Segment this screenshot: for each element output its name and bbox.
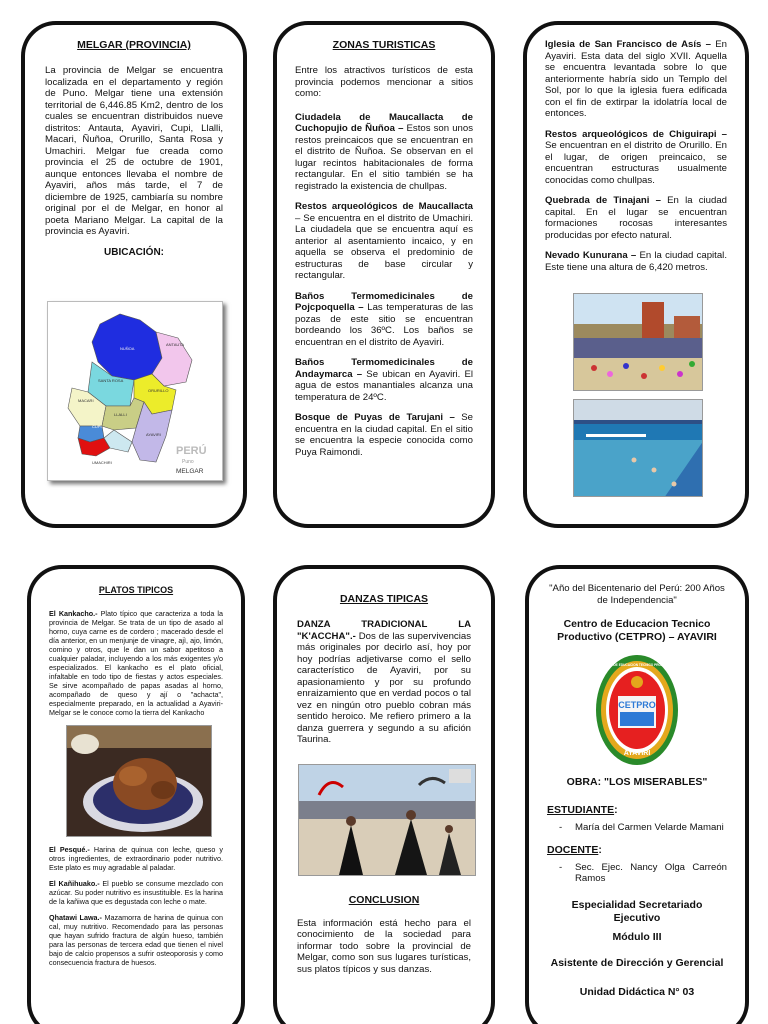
tourist-item-desc: En la ciudad capital. Este tiene una altura de 6,420 metros. [545, 250, 727, 273]
panel2-title: ZONAS TURISTICAS [332, 39, 436, 51]
map-label: LLALLI [114, 412, 127, 417]
student-entry: - María del Carmen Velarde Mamani [559, 822, 724, 834]
map-label: ORURILLO [148, 388, 169, 393]
tourist-item-desc: Se encuentra en la ciudad capital. En el sitio se encuentra la especie conocida como Puya Raimondi. [295, 412, 473, 458]
student-label: ESTUDIANTE [547, 804, 615, 817]
tourist-item-desc: – Se encuentra en el distrito de Umachiri. La ciudadela que se encuentra aquí es anterior al asentamiento incaico, y en aquella se observa el predominio de estructuras de base circular y rectangular. [295, 212, 473, 281]
student-heading [547, 804, 727, 816]
dish-desc: El pueblo se consume mezclado con azúcar. Su poder nutritivo es insustituible. Es la harina de la kañiwa que es degustada con leche o mate. [49, 879, 224, 906]
thermal-baths-graphic [574, 400, 703, 497]
tourist-item-desc: Estos son unos restos preincaicos que se encuentran en el distrito de Ñuñoa. Se observan en el lugar recintos habitacionales de forma rectangular. En el sitio también se ha registrado la existencia de chullpas. [295, 123, 473, 192]
map-label: MACARI [78, 398, 94, 403]
tourist-item-name: Iglesia de San Francisco de Asís – [545, 39, 711, 50]
map-province-label: MELGAR [176, 468, 204, 475]
panel-platos-tipicos [28, 566, 244, 1024]
panel-danzas-tipicas [274, 566, 494, 1024]
student-colon: : [614, 804, 618, 817]
kankacho-graphic [67, 726, 212, 837]
ubicacion-label: UBICACIÓN: [104, 246, 164, 258]
kankacho-photo [66, 725, 212, 837]
tourist-item [295, 112, 473, 193]
obra-title: OBRA: "LOS MISERABLES" [566, 776, 708, 789]
tourist-item-desc: En la ciudad capital. En el lugar se encuentran formaciones rocosas interesantes producidas por efecto natural. [545, 195, 728, 241]
tourist-item [545, 195, 727, 241]
specialty: Especialidad Secretariado Ejecutivo [571, 898, 703, 924]
panel2-intro: Entre los atractivos turísticos de esta provincia podemos mencionar a sitios como: [295, 65, 473, 99]
tourist-item [295, 291, 473, 349]
map-graphic [48, 302, 224, 482]
map-label: CUPI [92, 424, 102, 429]
dish-name: El Kañihuako.- [49, 879, 100, 888]
cetpro-logo-graphic [594, 652, 680, 768]
melgar-map [47, 301, 223, 481]
dish-name: Qhatawi Lawa.- [49, 913, 102, 922]
tourist-item [545, 250, 727, 273]
tourist-item-desc: Se ubican en Ayaviri. El agua de estos manantiales alcanza una temperatura de 24ºC. [295, 368, 473, 403]
student-name: María del Carmen Velarde Mamani [575, 822, 724, 834]
conclusion-title: CONCLUSION [348, 893, 420, 906]
panel5-title: DANZAS TIPICAS [339, 593, 429, 605]
dish-desc: Mazamorra de harina de quinua con cal, muy nutritivo. Recomendado para las personas que hayan sufrido fractura de algún hueso, también para las personas de tercera edad que tienen el nivel bajo de calcio propensos a sufrir osteoporosis y como consecuencia fractura de huesos. [49, 913, 223, 967]
tourist-item-name: Ciudadela de Maucallacta de Cuchopujio de Ñuñoa – [295, 111, 473, 134]
tourist-item-name: Quebrada de Tinajani – [545, 195, 661, 206]
festival-photo-graphic [574, 294, 703, 391]
teacher-entry: - Sec. Ejec. Nancy Olga Carreón Ramos [559, 861, 727, 885]
teacher-name: Sec. Ejec. Nancy Olga Carreón Ramos [575, 861, 727, 885]
institution-name: Centro de Educacion Tecnico Productivo (CETPRO) – AYAVIRI [557, 618, 717, 644]
tourist-item-desc: Las temperaturas de las pozas de este sitio se encuentran bordeando los 36ºC. Los baños se encuentran en el distrito de Ayaviri. [295, 302, 473, 348]
logo-bottom-text: AYAVIRI [623, 750, 651, 758]
dish-desc: Plato típico que caracteriza a toda la provincia de Melgar. Se trata de un tipo de asado al horno, cuya carne es de cordero ; macerado desde el día anterior, en un menjunje de vinagre, ajì, ajo, limón, comino y otros, que le dan un sabor apetitoso a cualquier paladar, incluyendo a los más exigentes y/o especializados. El kankacho es el plato oficial, infaltable en todo tipo de fiestas y actos especiales. Se sirve acompañado de papas asadas al horno, acompañado de queso y ají o "achacta", especialmente preparado, en la actualidad a Ayaviri-Melgar se le conoce como la tierra del Kankacho [49, 609, 224, 717]
map-label: UMACHIRI [92, 460, 112, 465]
map-region-label: Puno [182, 459, 194, 465]
tourist-item-desc: Se encuentran en el distrito de Orurillo. En el lugar, de origen preincaico, se encuentran estructuras usualmente conocidas como chullpas. [545, 140, 727, 186]
tourist-item [295, 357, 473, 403]
tourist-item-name: Restos arqueológicos de Chiguirapi – [545, 128, 727, 140]
assistant-title: Asistente de Dirección y Gerencial [550, 957, 724, 969]
logo-center-text: CETPRO [618, 700, 656, 711]
tourist-item-name: Baños Termomedicinales de Pojcpoquella – [295, 290, 473, 313]
tourist-item-name: Baños Termomedicinales de Andaymarca – [295, 357, 473, 380]
dance-graphic [299, 765, 476, 876]
panel1-title: MELGAR (PROVINCIA) [77, 39, 191, 51]
dish-item [49, 913, 223, 967]
dish-item [49, 609, 223, 717]
map-label: SANTA ROSA [98, 378, 124, 383]
tourist-item-name: Nevado Kunurana – [545, 250, 637, 261]
tourist-item [295, 201, 473, 282]
dance-photo [298, 764, 476, 876]
tourist-item [545, 129, 727, 187]
panel-zonas-turisticas [274, 22, 494, 527]
map-country-label: PERÚ [176, 445, 207, 457]
dish-item [49, 879, 223, 906]
dish-desc: Harina de quinua con leche, queso y otros ingredientes, de extraordinario poder nutritivo. Este plato es muy agradable al paladar. [49, 845, 223, 872]
thermal-baths-photo [573, 399, 703, 497]
dance-desc: Dos de las supervivencias más originales por decirlo así, hoy por hoy podrías adjetivarse como el sello característico de Ayaviri, por su apasionamiento y por su profundo enraizamiento que en verdad pocos o tal vez en ningún otro pueblo cobran más sentido heroico. Me refiero primero a la danza guerrera y segundo a su afición Taurina. [297, 630, 471, 745]
motto: "Año del Bicentenario del Perú: 200 Años de Independencia" [549, 583, 725, 606]
logo-ring-text: CENTRO DE EDUCACION TECNICO PRODUCTIVA [599, 663, 675, 668]
conclusion-text: Esta información está hecho para el conocimiento de la sociedad para informar todo sobre la provincial de Melgar, como son sus lugares turísticas, sus platos típicos y sus danzas. [297, 917, 471, 975]
panel4-title: PLATOS TIPICOS [98, 585, 174, 595]
dance-text [297, 619, 471, 746]
dance-name: DANZA TRADICIONAL LA "K'ACCHA".- [297, 619, 471, 642]
teacher-colon: : [598, 843, 602, 856]
panel1-body: La provincia de Melgar se encuentra localizada en el departamento y región de Puno. Melgar tiene una extensión territorial de 6,446.85 Km2, dentro de los cuales se encuentran distribuidos nueve distritos: Antauta, Ayaviri, Cupi, Llalli, Macari, Ñuñoa, Orurillo, Santa Rosa y Umachiri. Melgar fue creada como provincia el 25 de octubre de 1901, aunque entonces llevaba el nombre de Ayaviri, años más tarde, el 7 de diciembre de 1925, cambiaría su nombre original por el de Melgar, en honor al poeta Mariano Melgar. La capital de la provincia es Ayaviri. [45, 65, 223, 237]
module: Módulo III [612, 931, 662, 943]
map-label: ANTAUTA [166, 342, 185, 347]
festival-photo [573, 293, 703, 391]
dish-name: El Kankacho.- [49, 609, 98, 618]
unit-title: Unidad Didáctica N° 03 [579, 986, 695, 999]
dish-item [49, 845, 223, 872]
tourist-item [545, 39, 727, 120]
panel-cover [526, 566, 748, 1024]
tourist-item-name: Restos arqueológicos de Maucallacta [295, 201, 473, 212]
dish-name: El Pesqué.- [49, 845, 90, 854]
tourist-item [295, 412, 473, 458]
teacher-heading [547, 844, 727, 856]
panel-melgar [22, 22, 246, 527]
map-label: AYAVIRI [146, 432, 161, 437]
tourist-item-desc: En Ayaviri. Esta data del siglo XVII. Aquella se encuentra levantada sobre lo que anteriormente habría sido un Templo del Sol, por lo que la iglesia fuera edificada con el fin de extirpar la idolatría local de entonces. [545, 39, 727, 119]
tourist-item-name: Bosque de Puyas de Tarujani – [295, 412, 455, 423]
cetpro-logo [594, 652, 680, 768]
panel-more-tourism [524, 22, 748, 527]
teacher-label: DOCENTE [547, 843, 599, 856]
map-label: NUÑOA [120, 346, 135, 351]
